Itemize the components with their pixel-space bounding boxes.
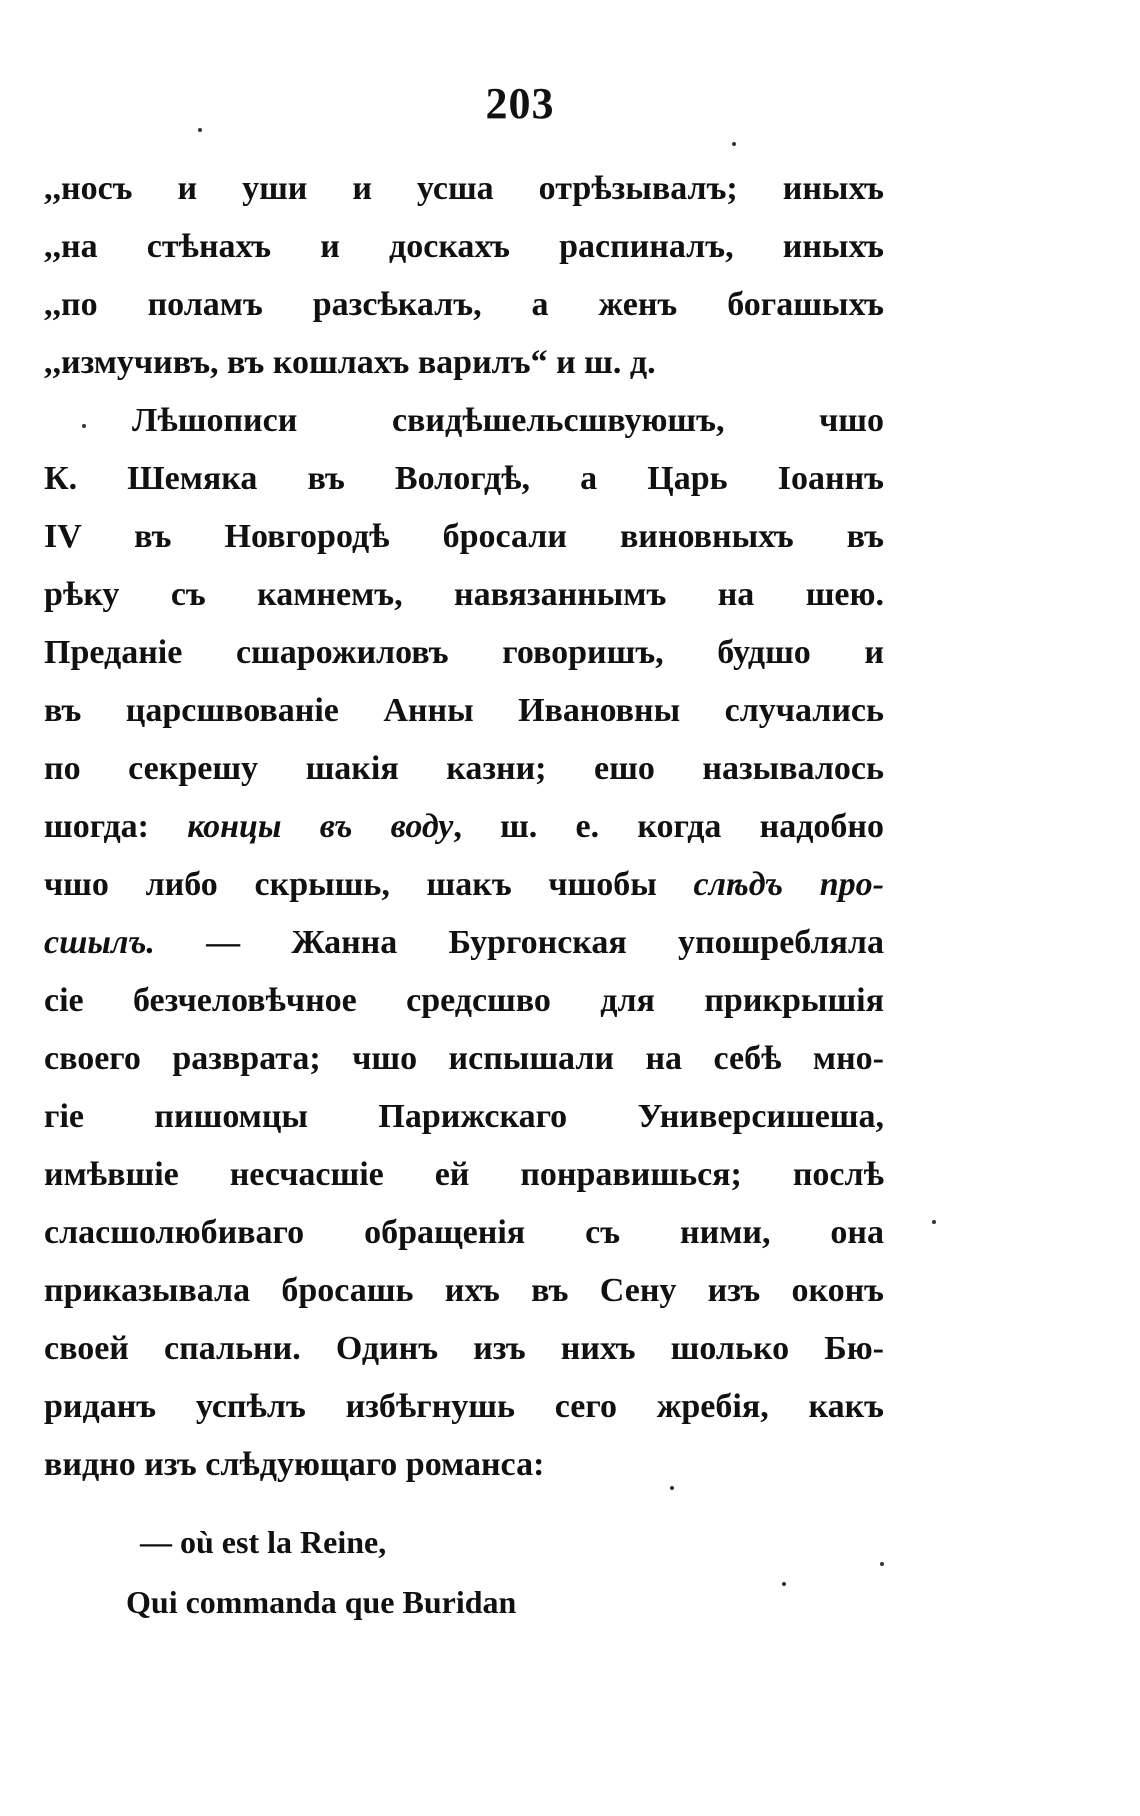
verse-line: — où est la Reine,: [140, 1524, 387, 1560]
text-line: риданъ успѣлъ избѣгнушь сего жребія, какъ: [44, 1388, 884, 1425]
scan-speck: [880, 1562, 884, 1566]
text-line: имѣвшіе несчасшіе ей понравишься; послѣ: [44, 1156, 884, 1193]
scan-speck: [82, 424, 86, 428]
italic-phrase: сшылъ.: [44, 924, 155, 961]
text-line: сіе безчеловѣчное средсшво для прикрышія: [44, 982, 884, 1019]
text-line: ,,на стѣнахъ и доскахъ распиналъ, иныхъ: [44, 228, 884, 265]
scan-speck: [782, 1582, 786, 1586]
text-line: сшылъ. — Жанна Бургонская упошребляла: [44, 924, 884, 961]
italic-phrase: слѣдъ про-: [693, 866, 884, 903]
text-line: К. Шемяка въ Вологдѣ, а Царь Іоаннъ: [44, 460, 884, 497]
italic-phrase: концы въ воду: [187, 808, 454, 845]
text-line: шогда: концы въ воду, ш. е. когда надобно: [44, 808, 884, 845]
scan-speck: [670, 1486, 674, 1490]
text-line: видно изъ слѣдующаго романса:: [44, 1446, 545, 1483]
text-line: своего разврата; чшо испышали на себѣ мно-: [44, 1040, 884, 1077]
text-line: Преданіе сшарожиловъ говоришъ, будшо и: [44, 634, 884, 671]
verse-line: Qui commanda que Buridan: [126, 1584, 517, 1620]
scan-speck: [932, 1220, 936, 1224]
text-line: сласшолюбиваго обращенія съ ними, она: [44, 1214, 884, 1251]
scan-speck: [732, 142, 736, 146]
text-line: ,,носъ и уши и усша отрѣзывалъ; иныхъ: [44, 170, 884, 207]
text-line: ,,по поламъ разсѣкалъ, а женъ богашыхъ: [44, 286, 884, 323]
text-line: IV въ Новгородѣ бросали виновныхъ въ: [44, 518, 884, 555]
body-text: [44, 160, 884, 1494]
text-line: рѣку съ камнемъ, навязаннымъ на шею.: [44, 576, 884, 613]
scan-speck: [198, 128, 202, 132]
text-line: чшо либо скрышь, шакъ чшобы слѣдъ про-: [44, 866, 884, 903]
page-number: 203: [485, 79, 555, 128]
text-line: по секрешу шакія казни; ешо называлось: [44, 750, 884, 787]
text-line: гіе пишомцы Парижскаго Универсишеша,: [44, 1098, 884, 1135]
paragraph-start-line: Лѣшописи свидѣшельсшвуюшъ, чшо: [132, 402, 884, 439]
text-line: въ царсшвованіе Анны Ивановны случались: [44, 692, 884, 729]
text-line: своей спальни. Одинъ изъ нихъ шолько Бю-: [44, 1330, 884, 1367]
text-line: приказывала бросашь ихъ въ Сену изъ оконъ: [44, 1272, 884, 1309]
verse-quote: [126, 1512, 840, 1632]
text-line: ,,измучивъ, въ кошлахъ варилъ“ и ш. д.: [44, 344, 656, 381]
